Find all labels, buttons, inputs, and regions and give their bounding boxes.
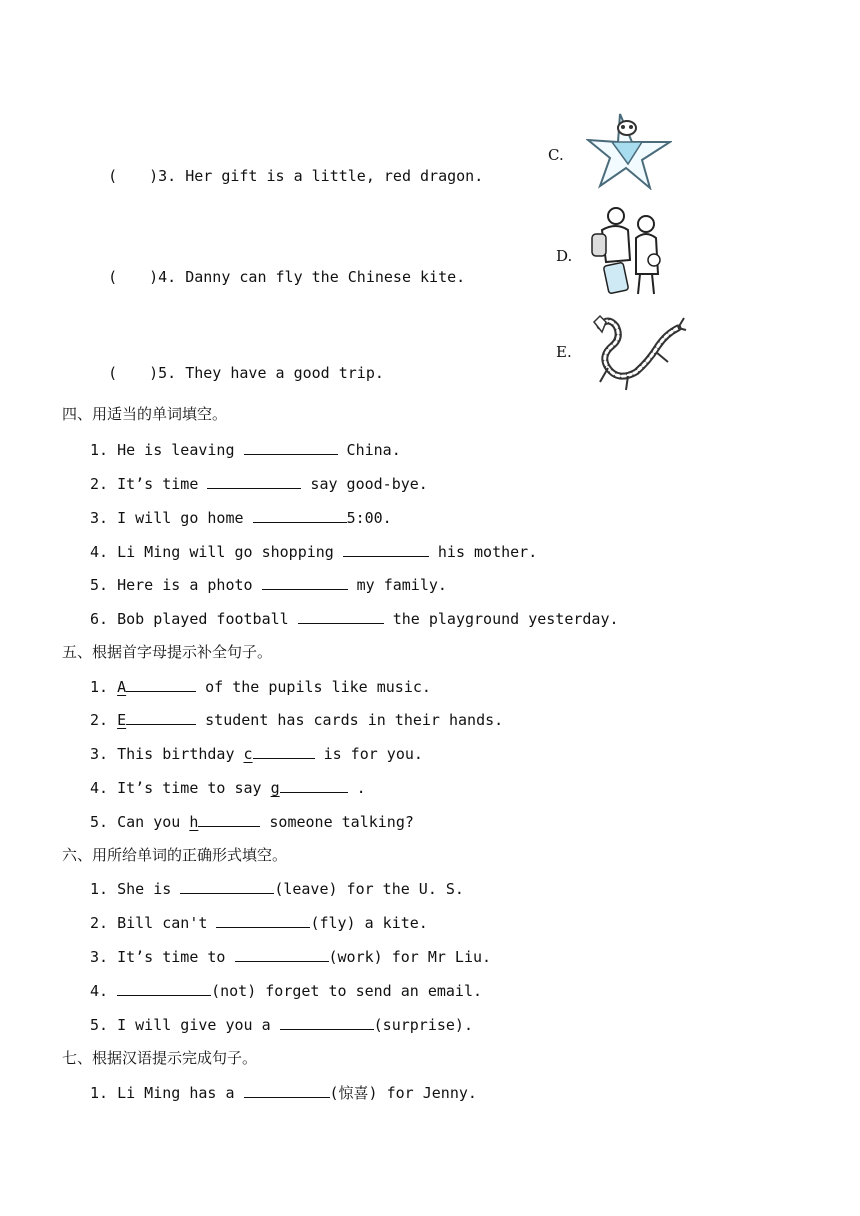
section-4-item-5: 5. Here is a photo my family. bbox=[90, 576, 447, 594]
option-letter-e: E. bbox=[556, 343, 572, 361]
answer-blank[interactable] bbox=[343, 542, 429, 557]
section-4-item-4: 4. Li Ming will go shopping his mother. bbox=[90, 543, 538, 561]
answer-blank[interactable] bbox=[180, 879, 274, 894]
answer-blank[interactable] bbox=[126, 710, 196, 725]
answer-blank[interactable] bbox=[117, 981, 211, 996]
section-6-item-3: 3. It’s time to (work) for Mr Liu. bbox=[90, 948, 492, 966]
answer-blank[interactable] bbox=[253, 508, 347, 523]
first-letter-hint: h bbox=[189, 813, 199, 831]
answer-blank[interactable] bbox=[244, 440, 338, 455]
answer-blank[interactable] bbox=[262, 575, 348, 590]
answer-blank[interactable] bbox=[207, 474, 301, 489]
section-5-item-4: 4. It’s time to say g . bbox=[90, 779, 366, 797]
section-6-item-5: 5. I will give you a (surprise). bbox=[90, 1016, 473, 1034]
match-sentence: 4. Danny can fly the Chinese kite. bbox=[158, 268, 466, 286]
section-4-item-1: 1. He is leaving China. bbox=[90, 441, 401, 459]
answer-blank[interactable] bbox=[298, 609, 384, 624]
answer-blank[interactable] bbox=[198, 812, 260, 827]
first-letter-hint: E bbox=[117, 711, 127, 729]
section-4-heading: 四、用适当的单词填空。 bbox=[62, 405, 228, 423]
kite-icon bbox=[586, 112, 672, 190]
dragon-icon bbox=[578, 312, 688, 394]
section-5-item-2: 2. E student has cards in their hands. bbox=[90, 711, 504, 729]
answer-blank[interactable] bbox=[280, 1015, 374, 1030]
section-4-item-2: 2. It’s time say good-bye. bbox=[90, 475, 428, 493]
answer-blank[interactable] bbox=[244, 1083, 330, 1098]
section-4-item-3: 3. I will go home 5:00. bbox=[90, 509, 392, 527]
first-letter-hint: A bbox=[117, 678, 127, 696]
section-6-item-1: 1. She is (leave) for the U. S. bbox=[90, 880, 464, 898]
section-5-item-1: 1. A of the pupils like music. bbox=[90, 678, 431, 696]
option-letter-c: C. bbox=[548, 146, 564, 164]
match-sentence: 3. Her gift is a little, red dragon. bbox=[158, 167, 484, 185]
match-item-4: ( )4. Danny can fly the Chinese kite. bbox=[108, 268, 466, 286]
section-4-item-6: 6. Bob played football the playground yesterday. bbox=[90, 610, 619, 628]
answer-blank[interactable] bbox=[235, 947, 329, 962]
section-5-heading: 五、根据首字母提示补全句子。 bbox=[62, 643, 273, 661]
first-letter-hint: c bbox=[243, 745, 253, 763]
match-item-3: ( )3. Her gift is a little, red dragon. bbox=[108, 167, 484, 185]
section-6-item-4: 4. (not) forget to send an email. bbox=[90, 982, 483, 1000]
section-7-heading: 七、根据汉语提示完成句子。 bbox=[62, 1049, 258, 1067]
answer-blank[interactable] bbox=[253, 744, 315, 759]
answer-blank[interactable] bbox=[126, 677, 196, 692]
option-letter-d: D. bbox=[556, 247, 573, 265]
answer-blank[interactable] bbox=[280, 778, 348, 793]
match-sentence: 5. They have a good trip. bbox=[158, 364, 384, 382]
first-letter-hint: g bbox=[270, 779, 280, 797]
section-6-heading: 六、用所给单词的正确形式填空。 bbox=[62, 846, 288, 864]
section-5-item-3: 3. This birthday c is for you. bbox=[90, 745, 423, 763]
section-7-item-1: 1. Li Ming has a (惊喜) for Jenny. bbox=[90, 1084, 477, 1102]
match-item-5: ( )5. They have a good trip. bbox=[108, 364, 384, 382]
section-6-item-2: 2. Bill can't (fly) a kite. bbox=[90, 914, 428, 932]
section-5-item-5: 5. Can you h someone talking? bbox=[90, 813, 414, 831]
answer-blank[interactable] bbox=[216, 913, 310, 928]
travelers-icon bbox=[586, 204, 672, 298]
